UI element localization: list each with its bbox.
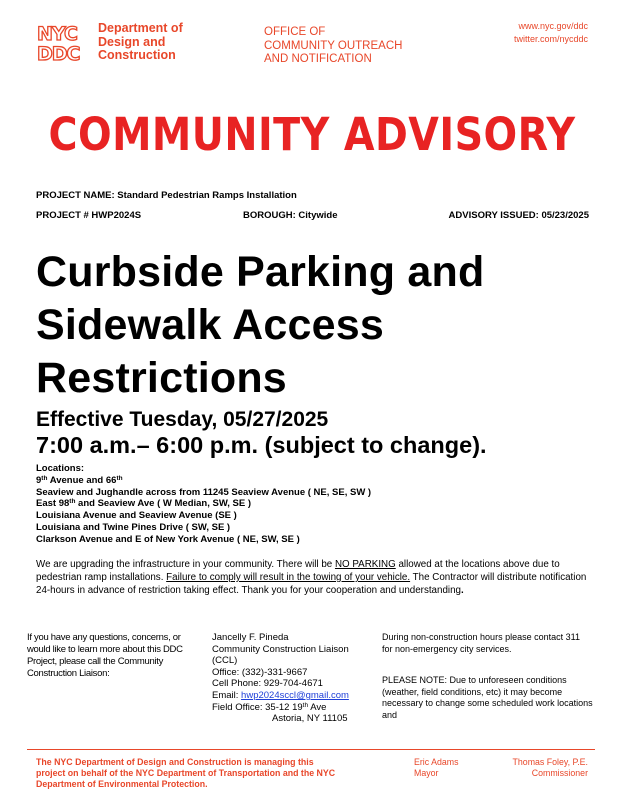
project-name: PROJECT NAME: Standard Pedestrian Ramps Installation — [36, 190, 297, 201]
notice-paragraph: We are upgrading the infrastructure in your community. There will be NO PARKING allowed at the locations above due to pedestrian ramp installations. Failure to comply will result in the towing of your vehicle. The Contractor will distribute notification 24-hours in advance of restriction taking effect. Thank you for your cooperation and understanding. — [36, 559, 587, 596]
locations-list — [36, 463, 371, 546]
non-construction-hours-note: During non-construction hours please contact 311 for non-emergency city services. — [382, 632, 580, 654]
effective-date: Effective Tuesday, 05/27/2025 — [36, 408, 329, 431]
advisory-issued: ADVISORY ISSUED: 05/23/2025 — [448, 210, 589, 221]
headline: Curbside Parking and Sidewalk Access Restrictions — [36, 248, 485, 402]
svg-text:DDC: DDC — [37, 43, 80, 62]
email-line: Email: hwp2024sccl@gmail.com — [212, 689, 349, 701]
work-hours: 7:00 a.m.– 6:00 p.m. (subject to change). — [36, 432, 487, 458]
liaison-title: Community Construction Liaison — [212, 643, 349, 655]
office-name: OFFICE OF COMMUNITY OUTREACH AND NOTIFICATION — [264, 26, 403, 65]
footer-commissioner: Thomas Foley, P.E. Commissioner — [512, 757, 588, 778]
liaison-contact: Jancelly F. Pineda Community Construction Liaison (CCL) Office: (332)-331-9667 Cell Phone: 929-704-4671 Email: hwp2024sccl@gmail.com Field Office: 35-12 19th Ave Astoria, NY 11105 — [212, 632, 349, 725]
location-item: Seaview and Jughandle across from 11245 Seaview Avenue ( NE, SE, SW ) — [36, 486, 372, 498]
svg-text:NYC: NYC — [37, 23, 77, 45]
location-item: Clarkson Avenue and E of New York Avenue ( NE, SW, SE ) — [36, 533, 300, 545]
footer-statement: The NYC Department of Design and Construction is managing this project on behalf of the NYC Department of Transportation and the NYC Department of Environmental Protection. — [36, 757, 336, 789]
project-number: PROJECT # HWP2024S — [36, 210, 142, 221]
field-office: Field Office: 35-12 19th Ave — [212, 701, 327, 713]
org-name: Department of Design and Construction — [98, 21, 183, 62]
header-links — [514, 20, 588, 45]
project-borough: BOROUGH: Citywide — [243, 210, 338, 221]
please-note: PLEASE NOTE: Due to unforeseen conditions (weather, field conditions, etc) it may become necessary to change some scheduled work locations and — [382, 675, 593, 720]
location-item: East 98th and Seaview Ave ( W Median, SW, SE ) — [36, 498, 252, 510]
nyc-ddc-logo — [36, 22, 94, 62]
website-link[interactable]: www.nyc.gov/ddc — [518, 21, 588, 31]
field-office-city: Astoria, NY 11105 — [272, 713, 348, 725]
locations-label: Locations: — [36, 463, 85, 474]
twitter-link[interactable]: twitter.com/nycddc — [513, 33, 588, 44]
contact-intro: If you have any questions, concerns, or would like to learn more about this DDC Project, please call the Community Construction Liaison: — [27, 632, 183, 679]
liaison-name: Jancelly F. Pineda — [212, 632, 289, 643]
location-item: Louisiana and Twine Pines Drive ( SW, SE ) — [36, 521, 231, 533]
footer-mayor: Eric Adams Mayor — [414, 757, 459, 778]
location-item: 9th Avenue and 66th — [36, 474, 123, 486]
email-link[interactable]: hwp2024sccl@gmail.com — [241, 689, 349, 701]
towing-warning: Failure to comply will result in the towing of your vehicle. — [166, 572, 411, 583]
cell-phone: Cell Phone: 929-704-4671 — [212, 678, 323, 690]
advisory-title: COMMUNITY ADVISORY — [48, 108, 576, 161]
footer-divider — [27, 749, 595, 750]
location-item: Louisiana Avenue and Seaview Avenue (SE ) — [36, 510, 237, 522]
project-info-row — [36, 210, 589, 221]
office-phone: Office: (332)-331-9667 — [212, 666, 308, 678]
no-parking-text: NO PARKING — [334, 559, 396, 570]
